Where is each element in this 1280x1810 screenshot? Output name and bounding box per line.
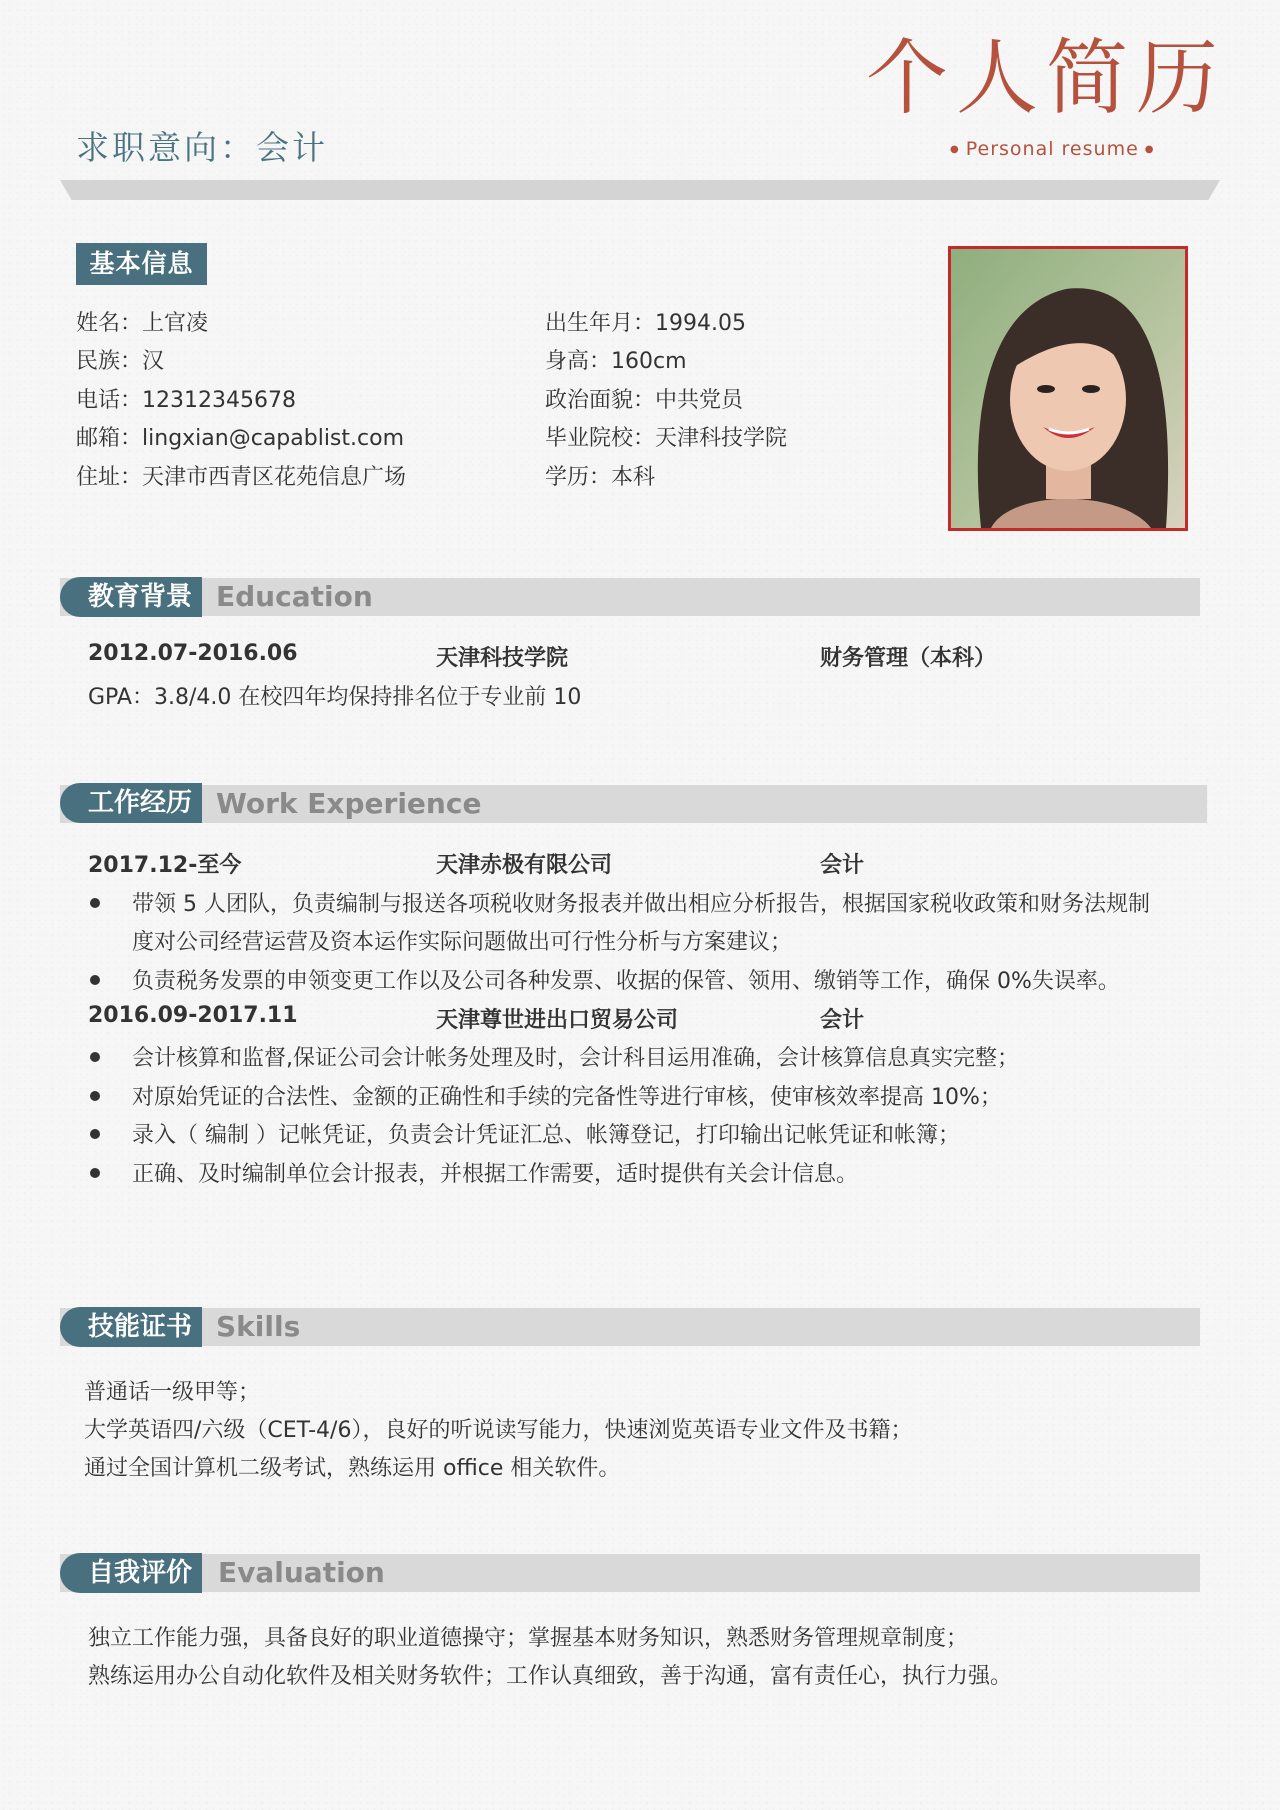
education-note: GPA：3.8/4.0 在校四年均保持排名位于专业前 10 bbox=[88, 685, 582, 710]
info-key: 姓名 bbox=[76, 311, 121, 336]
education-major: 财务管理（本科） bbox=[820, 646, 997, 671]
work-section-title: 工作经历 bbox=[60, 783, 202, 823]
info-row: 住址：天津市西青区花苑信息广场 bbox=[76, 465, 407, 490]
info-key: 学历 bbox=[545, 465, 590, 490]
job-bullet-line: 录入（ 编制 ）记帐凭证，负责会计凭证汇总、帐簿登记，打印输出记帐凭证和帐簿； bbox=[132, 1123, 960, 1148]
job-company: 天津尊世进出口贸易公司 bbox=[436, 1008, 679, 1033]
bullet-icon bbox=[90, 898, 100, 908]
education-section-title: 教育背景 bbox=[60, 577, 202, 617]
job-company: 天津赤极有限公司 bbox=[436, 853, 613, 878]
resume-logo-title: 个人简历 bbox=[866, 31, 1227, 126]
job-bullet-line: 带领 5 人团队，负责编制与报送各项税收财务报表并做出相应分析报告，根据国家税收政策和财务法规制 bbox=[132, 892, 1150, 917]
info-value: 12312345678 bbox=[142, 388, 296, 413]
bullet-icon bbox=[90, 1091, 100, 1101]
header-divider bbox=[60, 180, 1220, 200]
job-bullet-line: 度对公司经营运营及资本运作实际问题做出可行性分析与方案建议； bbox=[132, 930, 793, 955]
skills-section-title-en: Skills bbox=[216, 1310, 301, 1343]
info-value: 中共党员 bbox=[655, 388, 744, 413]
info-row: 姓名：上官凌 bbox=[76, 311, 209, 336]
info-value: 上官凌 bbox=[142, 311, 209, 336]
skill-line: 通过全国计算机二级考试，熟练运用 office 相关软件。 bbox=[84, 1456, 621, 1481]
evaluation-text bbox=[88, 1620, 1012, 1696]
work-section-title-en: Work Experience bbox=[216, 787, 482, 820]
info-value: 汉 bbox=[142, 349, 165, 374]
info-key: 毕业院校 bbox=[545, 426, 634, 451]
dot-icon: ● bbox=[1144, 144, 1155, 155]
bullet-icon bbox=[90, 1168, 100, 1178]
skill-line: 大学英语四/六级（CET-4/6），良好的听说读写能力，快速浏览英语专业文件及书籍； bbox=[84, 1418, 913, 1443]
education-section-title-en: Education bbox=[216, 580, 373, 613]
info-value: 天津科技学院 bbox=[655, 426, 788, 451]
info-row: 毕业院校：天津科技学院 bbox=[545, 426, 788, 451]
info-row: 邮箱：lingxian@capablist.com bbox=[76, 426, 405, 451]
info-row: 电话：12312345678 bbox=[76, 388, 296, 413]
job-role: 会计 bbox=[820, 853, 865, 878]
info-key: 邮箱 bbox=[76, 426, 121, 451]
info-value: 160cm bbox=[611, 349, 687, 374]
education-period: 2012.07-2016.06 bbox=[88, 641, 298, 666]
evaluation-line: 熟练运用办公自动化软件及相关财务软件；工作认真细致，善于沟通，富有责任心，执行力强。 bbox=[88, 1664, 1013, 1689]
portrait-image bbox=[951, 249, 1185, 528]
info-row: 出生年月：1994.05 bbox=[545, 311, 747, 336]
info-value: 天津市西青区花苑信息广场 bbox=[142, 465, 407, 490]
job-period: 2017.12-至今 bbox=[88, 853, 242, 878]
info-row: 政治面貌：中共党员 bbox=[545, 388, 744, 413]
info-key: 民族 bbox=[76, 349, 121, 374]
job-bullet-line: 负责税务发票的申领变更工作以及公司各种发票、收据的保管、领用、缴销等工作，确保 0%失误率。 bbox=[132, 969, 1120, 994]
info-value: 1994.05 bbox=[655, 311, 747, 336]
info-key: 电话 bbox=[76, 388, 121, 413]
evaluation-line: 独立工作能力强，具备良好的职业道德操守；掌握基本财务知识，熟悉财务管理规章制度； bbox=[88, 1626, 969, 1651]
bullet-icon bbox=[90, 975, 100, 985]
job-bullet-line: 会计核算和监督,保证公司会计帐务处理及时，会计科目运用准确，会计核算信息真实完整； bbox=[132, 1046, 1019, 1071]
job-role: 会计 bbox=[820, 1008, 865, 1033]
skills-section-title: 技能证书 bbox=[60, 1307, 202, 1347]
job-bullet-line: 对原始凭证的合法性、金额的正确性和手续的完备性等进行审核，使审核效率提高 10%； bbox=[132, 1085, 1002, 1110]
dot-icon: ● bbox=[950, 144, 960, 155]
education-school: 天津科技学院 bbox=[436, 646, 569, 671]
info-key: 政治面貌 bbox=[545, 388, 634, 413]
bullet-icon bbox=[90, 1129, 100, 1139]
job-period: 2016.09-2017.11 bbox=[88, 1003, 298, 1028]
logo-subtitle-text: Personal resume bbox=[965, 138, 1139, 160]
profile-photo bbox=[948, 246, 1188, 531]
info-value: lingxian@capablist.com bbox=[142, 426, 405, 451]
evaluation-section-title-en: Evaluation bbox=[218, 1556, 385, 1589]
info-row: 学历：本科 bbox=[545, 465, 656, 490]
bullet-icon bbox=[90, 1052, 100, 1062]
resume-logo-subtitle bbox=[944, 138, 1161, 160]
info-row: 民族：汉 bbox=[76, 349, 165, 374]
info-value: 本科 bbox=[611, 465, 656, 490]
info-key: 出生年月 bbox=[545, 311, 634, 336]
info-row: 身高：160cm bbox=[545, 349, 687, 374]
skills-list bbox=[84, 1374, 912, 1488]
evaluation-section-title: 自我评价 bbox=[60, 1553, 202, 1593]
info-key: 住址 bbox=[76, 465, 121, 490]
job-bullet-line: 正确、及时编制单位会计报表，并根据工作需要，适时提供有关会计信息。 bbox=[132, 1162, 859, 1187]
basic-info-title: 基本信息 bbox=[76, 243, 207, 285]
skill-line: 普通话一级甲等； bbox=[84, 1380, 261, 1405]
job-intent: 求职意向：会计 bbox=[76, 128, 328, 167]
info-key: 身高 bbox=[545, 349, 590, 374]
